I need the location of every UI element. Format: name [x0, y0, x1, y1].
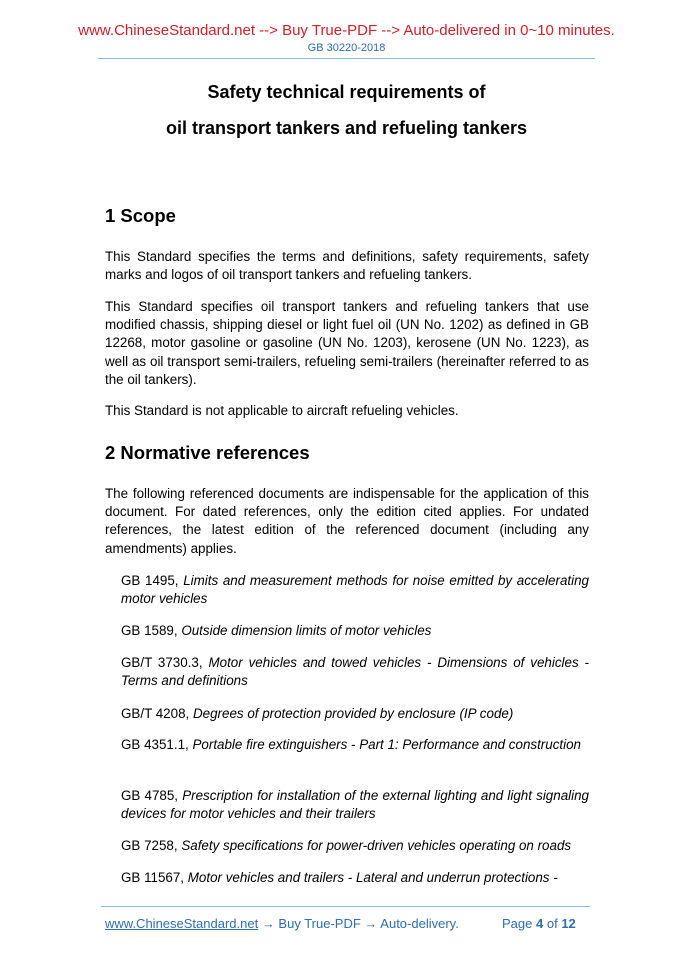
document-title-line2: oil transport tankers and refueling tankers: [165, 118, 528, 138]
reference-title: Motor vehicles and towed vehicles - Dimensions of vehicles - Terms and definitions: [121, 655, 589, 689]
footer-tagline: → Buy True-PDF → Auto-delivery.: [258, 916, 459, 931]
reference-item: [121, 869, 589, 887]
header-standard-number: GB 30220-2018: [307, 42, 386, 54]
reference-title: Limits and measurement methods for noise emitted by accelerating motor vehicles: [121, 573, 589, 607]
reference-item: [121, 622, 589, 640]
footer-promo: [105, 916, 459, 931]
footer-site-link[interactable]: www.ChineseStandard.net: [105, 916, 259, 931]
reference-title: Outside dimension limits of motor vehicles: [181, 623, 432, 638]
reference-item: [121, 736, 589, 754]
scope-paragraph-2: This Standard specifies oil transport tankers and refueling tankers that use modified chassis, shipping diesel or light fuel oil (UN No. 1202) as defined in GB 12268, motor gasoline or gasoline (UN No. 1203), kerosene (UN No. 1223), as well as oil transport semi-trailers, refueling semi-trailers (hereinafter referred to as the oil tankers).: [105, 299, 589, 387]
page-label: Page: [502, 916, 533, 931]
reference-item: [121, 654, 589, 690]
normative-intro-paragraph: The following referenced documents are indispensable for the application of this document. For dated references, only the edition cited applies. For undated references, the latest edition of the referenced document (including any amendments) applies.: [105, 486, 589, 556]
section-heading-normative-references: 2 Normative references: [105, 442, 310, 463]
reference-code: GB 4351.1,: [121, 737, 189, 752]
reference-title: Degrees of protection provided by enclosure (IP code): [192, 706, 514, 721]
reference-title: Safety specifications for power-driven vehicles operating on roads: [181, 838, 572, 853]
reference-item: [121, 837, 589, 855]
reference-code: GB 11567,: [121, 870, 185, 885]
reference-item: [121, 705, 589, 723]
reference-code: GB 7258,: [121, 838, 178, 853]
footer-divider: [101, 906, 590, 907]
reference-item: [121, 572, 589, 608]
page-indicator: [502, 916, 576, 931]
page-total: 12: [561, 916, 576, 931]
reference-code: GB 1589,: [121, 623, 178, 638]
reference-code: GB 1495,: [121, 573, 179, 588]
reference-item: [121, 787, 589, 823]
section-heading-scope: 1 Scope: [105, 205, 176, 226]
header-divider: [98, 58, 595, 59]
reference-title: Portable fire extinguishers - Part 1: Performance and construction: [192, 737, 582, 752]
reference-code: GB 4785,: [121, 788, 179, 803]
reference-code: GB/T 3730.3,: [121, 655, 203, 670]
reference-code: GB/T 4208,: [121, 706, 190, 721]
reference-title: Prescription for installation of the external lighting and light signaling devices for motor vehicles and their trailers: [121, 788, 589, 822]
reference-title: Motor vehicles and trailers - Lateral and underrun protections -: [187, 870, 558, 885]
document-title-line1: Safety technical requirements of: [207, 82, 486, 102]
page-of: of: [546, 916, 558, 931]
page-current: 4: [536, 916, 544, 931]
header-promo-link[interactable]: www.ChineseStandard.net --> Buy True-PDF --> Auto-delivered in 0~10 minutes.: [78, 22, 615, 39]
scope-paragraph-3: This Standard is not applicable to aircraft refueling vehicles.: [105, 403, 459, 418]
scope-paragraph-1: This Standard specifies the terms and definitions, safety requirements, safety marks and logos of oil transport tankers and refueling tankers.: [105, 249, 589, 283]
